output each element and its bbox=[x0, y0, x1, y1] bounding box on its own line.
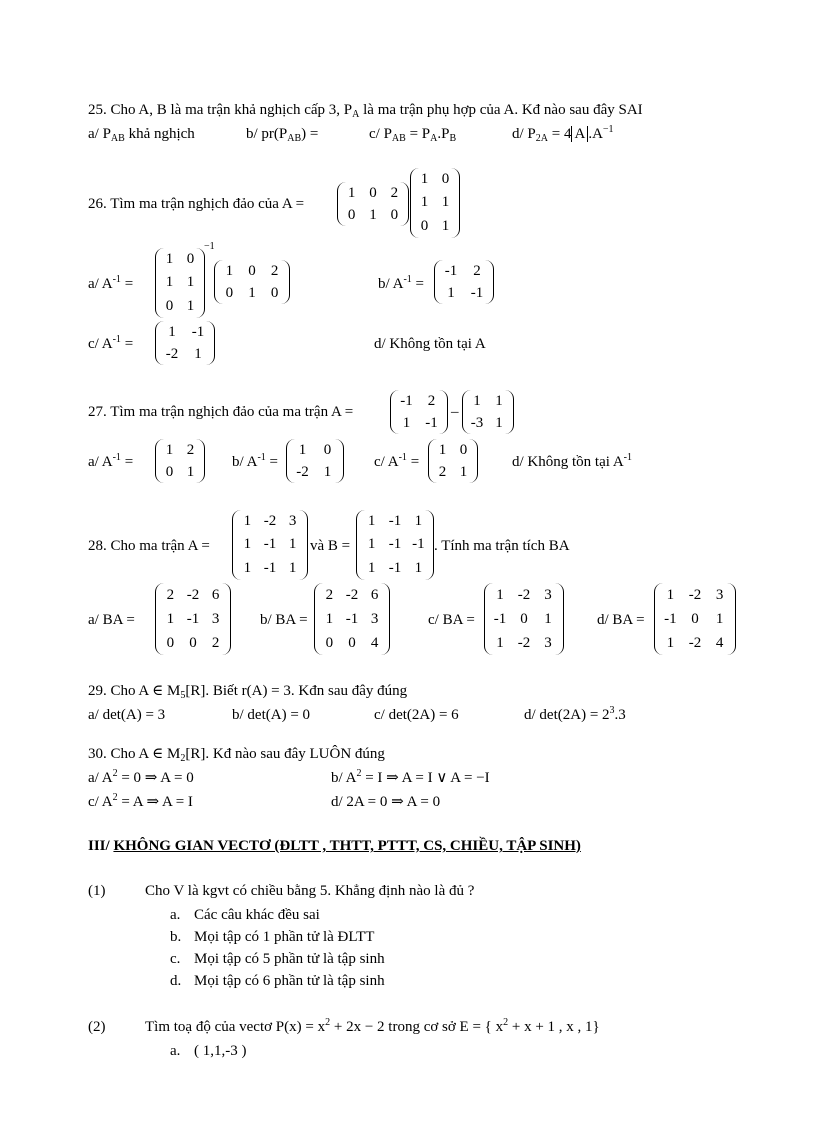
matrix-cell: 3 bbox=[715, 586, 724, 603]
q27-option-d: d/ Không tồn tại $A^{-1}$ bbox=[512, 452, 633, 470]
q30-option-d: d/ 2A = 0 ⇒ A = 0 bbox=[331, 794, 441, 810]
q26-option-a-matrix-2 bbox=[214, 260, 290, 304]
matrix-cell: -1 bbox=[191, 323, 205, 340]
problem-1-option-c-letter: c. bbox=[170, 951, 181, 967]
q28-option-a-matrix bbox=[155, 583, 231, 655]
q29-stem: 29. Cho A ∈ $M_5[R]$. Biết r(A) = 3. Kđn sau đây đúng bbox=[88, 683, 408, 701]
matrix-cell: 1 bbox=[495, 414, 503, 431]
matrix-cell: 1 bbox=[243, 513, 252, 530]
q30-stem: 30. Cho A ∈ $M_2[R]$. Kđ nào sau đây LUÔN đúng bbox=[88, 746, 385, 764]
matrix-cell: 1 bbox=[495, 392, 503, 409]
matrix-cell: 1 bbox=[186, 463, 195, 480]
matrix-cell: -1 bbox=[444, 262, 458, 279]
matrix-cell: 2 bbox=[270, 262, 279, 279]
q27-matrix-1 bbox=[390, 390, 448, 434]
matrix-cell: -2 bbox=[296, 463, 309, 480]
matrix-cell: -1 bbox=[400, 392, 413, 409]
matrix-cell: -1 bbox=[425, 414, 438, 431]
q28-option-b-label: b/ BA = bbox=[260, 612, 308, 628]
matrix-cell: 1 bbox=[243, 536, 252, 553]
matrix-cell: 1 bbox=[441, 194, 450, 211]
matrix-cell: 0 bbox=[165, 463, 174, 480]
matrix-cell: 1 bbox=[666, 586, 675, 603]
q26-option-b-label: b/ $A^{-1}$ = bbox=[378, 274, 424, 292]
matrix-cell: -1 bbox=[388, 536, 402, 553]
q25-option-b: b/ $pr(P_{AB})$ = bbox=[246, 126, 319, 144]
matrix-cell: 2 bbox=[438, 463, 447, 480]
q26-stem: 26. Tìm ma trận nghịch đảo của A = bbox=[88, 196, 305, 212]
q28-and-B: và B = bbox=[310, 538, 351, 554]
matrix-cell: 1 bbox=[288, 536, 297, 553]
matrix-cell: 1 bbox=[369, 206, 377, 223]
q27-option-c-matrix bbox=[428, 439, 478, 483]
q27-stem: 27. Tìm ma trận nghịch đảo của ma trận A = bbox=[88, 404, 354, 420]
q27-option-b-matrix bbox=[286, 439, 344, 483]
matrix-cell: 1 bbox=[438, 441, 447, 458]
matrix-cell: 1 bbox=[414, 559, 423, 576]
matrix-cell: 1 bbox=[288, 559, 297, 576]
matrix-cell: 0 bbox=[186, 251, 195, 268]
matrix-cell: 3 bbox=[544, 634, 552, 651]
q28-option-c-label: c/ BA = bbox=[428, 612, 475, 628]
matrix-cell: -2 bbox=[517, 634, 531, 651]
matrix-cell: 1 bbox=[367, 513, 376, 530]
matrix-cell: 6 bbox=[370, 586, 379, 603]
matrix-cell: 0 bbox=[248, 262, 256, 279]
matrix-cell: 2 bbox=[211, 634, 220, 651]
q28-option-a-label: a/ BA = bbox=[88, 612, 135, 628]
matrix-cell: -1 bbox=[345, 610, 359, 627]
problem-1-option-b-text: Mọi tập có 1 phần tử là ĐLTT bbox=[194, 929, 375, 945]
matrix-cell: 1 bbox=[420, 194, 429, 211]
matrix-cell: 4 bbox=[370, 634, 379, 651]
problem-2-number: (2) bbox=[88, 1019, 106, 1035]
matrix-cell: 2 bbox=[325, 586, 334, 603]
matrix-cell: 0 bbox=[189, 634, 197, 651]
matrix-cell: 1 bbox=[298, 441, 307, 458]
q29-option-c: c/ det(2A) = 6 bbox=[374, 707, 459, 723]
matrix-cell: 0 bbox=[441, 171, 450, 188]
matrix-cell: 1 bbox=[447, 284, 455, 301]
matrix-cell: 2 bbox=[390, 184, 399, 201]
matrix-cell: 0 bbox=[348, 634, 356, 651]
problem-1-number: (1) bbox=[88, 883, 106, 899]
q30-option-c: c/ $A^2 = A$ ⇒ A = I bbox=[88, 792, 193, 810]
matrix-cell: -3 bbox=[470, 414, 484, 431]
q25-stem: 25. Cho A, B là ma trận khả nghịch cấp 3, $P_A$ là ma trận phụ hợp của A. Kđ nào sau đây SAI bbox=[88, 102, 643, 120]
matrix-cell: 2 bbox=[427, 392, 436, 409]
problem-2-option-a-text: ( 1,1,-3 ) bbox=[194, 1043, 247, 1059]
q28-option-b-matrix bbox=[314, 583, 390, 655]
matrix-cell: 2 bbox=[166, 586, 175, 603]
matrix-cell: 3 bbox=[288, 513, 297, 530]
matrix-cell: 1 bbox=[544, 610, 552, 627]
q26-matrix-2 bbox=[410, 168, 460, 238]
q28-matrix-A bbox=[232, 510, 308, 580]
matrix-cell: 0 bbox=[347, 206, 356, 223]
matrix-cell: -1 bbox=[263, 559, 277, 576]
matrix-cell: 1 bbox=[194, 345, 202, 362]
problem-1-option-d-text: Mọi tập có 6 phần tử là tập sinh bbox=[194, 973, 385, 989]
problem-1-option-a-text: Các câu khác đều sai bbox=[194, 907, 320, 923]
matrix-cell: 1 bbox=[168, 323, 176, 340]
matrix-cell: 1 bbox=[496, 634, 504, 651]
matrix-cell: 1 bbox=[323, 463, 332, 480]
matrix-cell: 1 bbox=[347, 184, 356, 201]
matrix-cell: 1 bbox=[243, 559, 252, 576]
q27-matrix-2 bbox=[462, 390, 514, 434]
q27-option-a-label: a/ $A^{-1}$ = bbox=[88, 452, 134, 470]
q29-option-b: b/ det(A) = 0 bbox=[232, 707, 311, 723]
matrix-cell: -2 bbox=[517, 586, 531, 603]
q27-option-c-label: c/ $A^{-1}$ = bbox=[374, 452, 420, 470]
matrix-cell: 1 bbox=[186, 274, 195, 291]
problem-1-stem: Cho V là kgvt có chiều bằng 5. Khẳng định nào là đủ ? bbox=[145, 883, 475, 899]
matrix-cell: 1 bbox=[666, 634, 675, 651]
matrix-cell: -1 bbox=[263, 536, 277, 553]
problem-1-option-a-letter: a. bbox=[170, 907, 181, 923]
matrix-cell: 1 bbox=[402, 414, 411, 431]
matrix-cell: 0 bbox=[166, 634, 175, 651]
matrix-cell: 3 bbox=[211, 610, 220, 627]
matrix-cell: -1 bbox=[388, 513, 402, 530]
matrix-cell: -1 bbox=[412, 536, 425, 553]
q28-matrix-B bbox=[356, 510, 434, 580]
q27-option-b-label: b/ $A^{-1}$ = bbox=[232, 452, 278, 470]
problem-2-option-a-letter: a. bbox=[170, 1043, 181, 1059]
matrix-cell: 2 bbox=[186, 441, 195, 458]
matrix-cell: 2 bbox=[473, 262, 481, 279]
matrix-cell: 4 bbox=[715, 634, 724, 651]
q26-option-c-label: c/ $A^{-1}$ = bbox=[88, 334, 134, 352]
q26-option-d: d/ Không tồn tại A bbox=[374, 336, 486, 352]
matrix-cell: 1 bbox=[420, 171, 429, 188]
q26-option-a-matrix-1 bbox=[155, 248, 205, 318]
matrix-cell: -2 bbox=[186, 586, 200, 603]
q25-option-c: c/ $P_{AB} = P_A.P_B$ bbox=[369, 126, 457, 144]
matrix-cell: -1 bbox=[664, 610, 677, 627]
matrix-cell: 0 bbox=[369, 184, 377, 201]
matrix-cell: 1 bbox=[325, 610, 334, 627]
matrix-cell: 0 bbox=[225, 284, 234, 301]
matrix-cell: -2 bbox=[263, 513, 277, 530]
matrix-cell: -1 bbox=[493, 610, 507, 627]
matrix-cell: -2 bbox=[345, 586, 359, 603]
section-title: KHÔNG GIAN VECTƠ (ĐLTT , THTT, PTTT, CS, CHIỀU, TẬP SINH) bbox=[113, 838, 581, 854]
matrix-cell: 1 bbox=[459, 463, 468, 480]
matrix-cell: 1 bbox=[367, 536, 376, 553]
q28-stem: 28. Cho ma trận A = bbox=[88, 538, 210, 554]
matrix-cell: 0 bbox=[459, 441, 468, 458]
matrix-cell: 0 bbox=[520, 610, 528, 627]
matrix-cell: 6 bbox=[211, 586, 220, 603]
matrix-cell: -2 bbox=[688, 634, 702, 651]
matrix-cell: 1 bbox=[496, 586, 504, 603]
q28-option-c-matrix bbox=[484, 583, 564, 655]
matrix-cell: -1 bbox=[388, 559, 402, 576]
matrix-cell: 0 bbox=[390, 206, 399, 223]
q25-option-a: a/ $P_{AB}$ khả nghịch bbox=[88, 126, 195, 144]
matrix-cell: 3 bbox=[370, 610, 379, 627]
problem-2-stem: Tìm toạ độ của vectơ $P(x) = x^2 + 2x - 2$ trong cơ sở E = { $x^2 + x + 1$ , x , 1} bbox=[145, 1017, 600, 1035]
matrix-cell: -2 bbox=[165, 345, 179, 362]
matrix-cell: 0 bbox=[270, 284, 279, 301]
matrix-cell: 1 bbox=[165, 274, 174, 291]
problem-1-option-c-text: Mọi tập có 5 phần tử là tập sinh bbox=[194, 951, 385, 967]
matrix-cell: 1 bbox=[166, 610, 175, 627]
q28-option-d-label: d/ BA = bbox=[597, 612, 645, 628]
matrix-cell: 1 bbox=[186, 297, 195, 314]
matrix-cell: 1 bbox=[225, 262, 234, 279]
q29-option-a: a/ det(A) = 3 bbox=[88, 707, 166, 723]
q26-option-b-matrix bbox=[434, 260, 494, 304]
q26-option-c-matrix bbox=[155, 321, 215, 365]
matrix-cell: 1 bbox=[473, 392, 481, 409]
q27-option-a-matrix bbox=[155, 439, 205, 483]
matrix-cell: 1 bbox=[248, 284, 256, 301]
q28-option-d-matrix bbox=[654, 583, 736, 655]
q27-minus: – bbox=[451, 404, 459, 420]
matrix-cell: 1 bbox=[441, 217, 450, 234]
matrix-cell: 1 bbox=[414, 513, 423, 530]
matrix-cell: 0 bbox=[691, 610, 699, 627]
q26-option-a-label: a/ $A^{-1}$ = bbox=[88, 274, 134, 292]
matrix-cell: 1 bbox=[715, 610, 724, 627]
q29-option-d: d/ $\det(2A) = 2^3.3$ bbox=[524, 705, 626, 723]
matrix-cell: -1 bbox=[470, 284, 484, 301]
matrix-cell: 0 bbox=[325, 634, 334, 651]
matrix-cell: 1 bbox=[165, 251, 174, 268]
matrix-cell: -1 bbox=[186, 610, 200, 627]
matrix-cell: 0 bbox=[165, 297, 174, 314]
section-heading bbox=[88, 836, 581, 856]
problem-1-option-b-letter: b. bbox=[170, 929, 182, 945]
matrix-cell: 0 bbox=[323, 441, 332, 458]
q30-option-b: b/ $A^2 = I$ ⇒ A = I ∨ A = −I bbox=[331, 768, 490, 786]
matrix-cell: 3 bbox=[544, 586, 552, 603]
section-number: III/ bbox=[88, 838, 114, 854]
q26-matrix-1 bbox=[337, 182, 409, 226]
matrix-cell: 0 bbox=[420, 217, 429, 234]
problem-1-option-d-letter: d. bbox=[170, 973, 182, 989]
q28-tail: . Tính ma trận tích BA bbox=[434, 538, 570, 554]
q25-option-d: d/ $P_{2A} = 4$ A $.A^{-1}$ bbox=[512, 124, 614, 144]
matrix-cell: 1 bbox=[367, 559, 376, 576]
q30-option-a: a/ $A^2 = 0$ ⇒ A = 0 bbox=[88, 768, 194, 786]
matrix-cell: 1 bbox=[165, 441, 174, 458]
matrix-cell: -2 bbox=[688, 586, 702, 603]
